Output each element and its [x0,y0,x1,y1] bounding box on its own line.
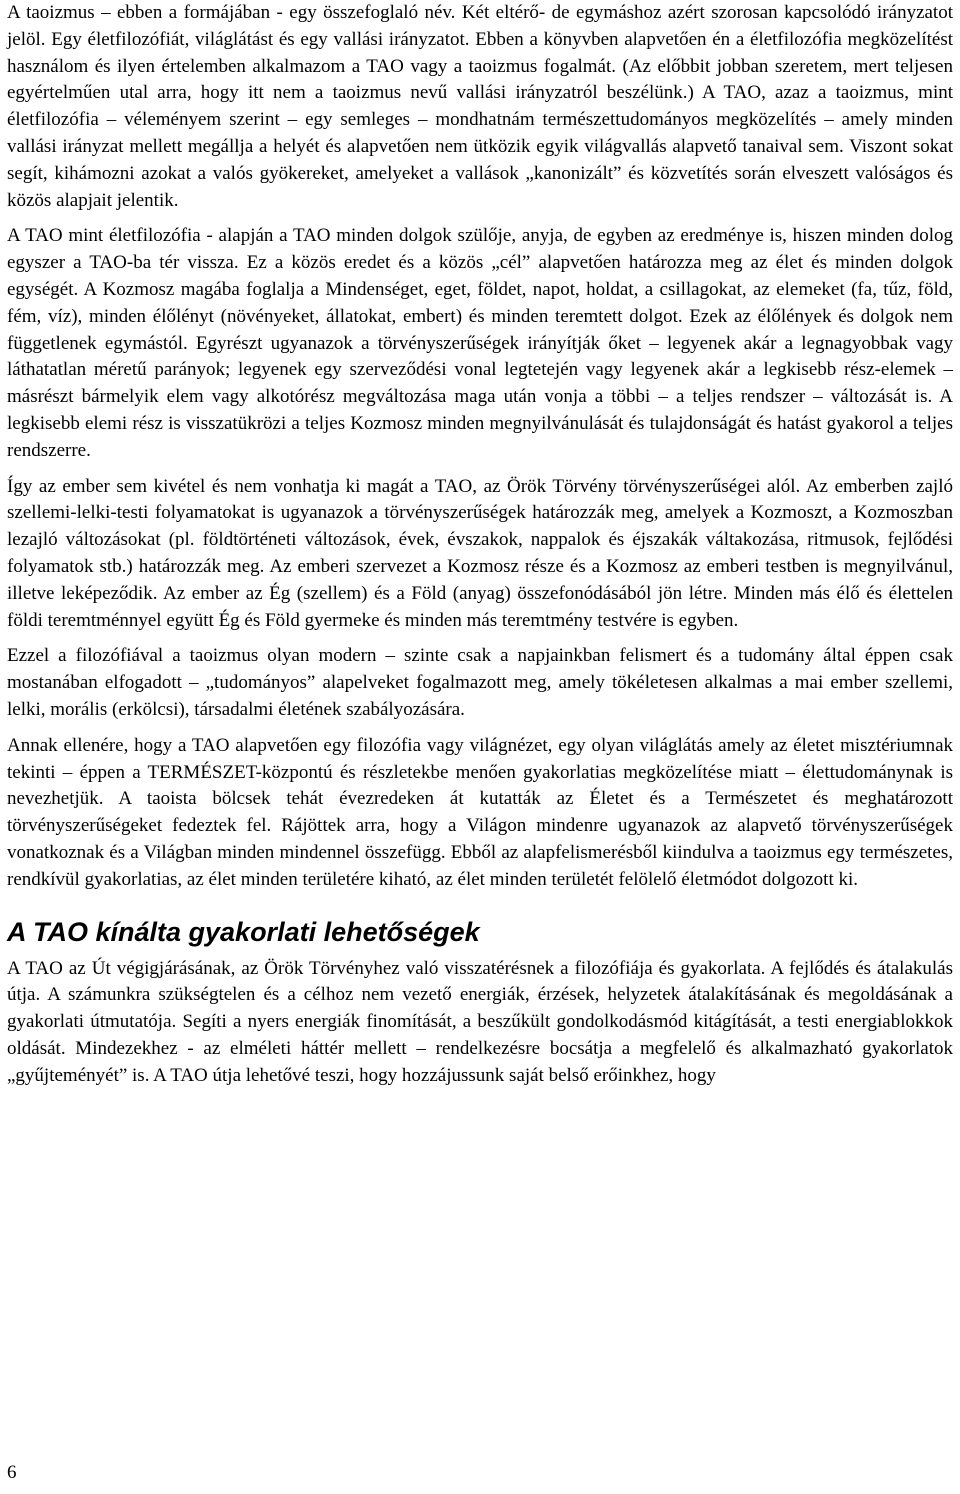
paragraph-tao-philosophy: A TAO mint életfilozófia - alapján a TAO minden dolgok szülője, anyja, de egyben az eredménye is, hiszen minden dolog egyszer a TAO-ba tér vissza. Ez a közös eredet és a közös „cél” alapvetően határozza meg az élet és minden dolgok egységét. A Kozmosz magába foglalja a Mindenséget, eget, földet, napot, holdat, a csillagokat, az elemeket (fa, tűz, föld, fém, víz), minden élőlényt (növényeket, állatokat, embert) és minden teremtett dolgot. Ezek az élőlények és dolgok nem függetlenek egymástól. Egyrészt ugyanazok a törvényszerűségek irányítják őket – legyenek akár a legnagyobbak vagy láthatatlan méretű parányok; legyenek egy szerveződési vonal legtetején vagy legyenek akár a legkisebb rész-elemek – másrészt bármelyik elem vagy alkotórész megváltozása maga után vonja a többi – a teljes rendszer – változását is. A legkisebb elemi rész is visszatükrözi a teljes Kozmosz minden megnyilvánulását és tulajdonságát és hatást gyakorol a teljes rendszerre. [7,225,953,461]
page-number: 6 [7,1462,17,1483]
section-heading: A TAO kínálta gyakorlati lehetőségek [7,916,480,947]
paragraph-modern-principles: Ezzel a filozófiával a taoizmus olyan modern – szinte csak a napjainkban felismert és a tudomány által éppen csak mostanában elfogadott – „tudományos” alapelveket fogalmazott meg, amely tökéletesen alkalmas a mai ember szellemi, lelki, morális (erkölcsi), társadalmi életének szabályozására. [7,645,953,720]
paragraph-practical: A TAO az Út végigjárásának, az Örök Törvényhez való visszatérésnek a filozófiája és gyakorlata. A fejlődés és átalakulás útja. A számunkra szükségtelen és a célhoz nem vezető energiák, érzések, helyzetek átalakításának és megoldásának a gyakorlati útmutatója. Segíti a nyers energiák finomítását, a beszűkült gondolkodásmód kitágítását, a testi energiablokkok oldását. Mindezekhez - az elméleti háttér mellett – rendelkezésre bocsátja a megfelelő és alkalmazható gyakorlatok „gyűjteményét” is. A TAO útja lehetővé teszi, hogy hozzájussunk saját belső erőinkhez, hogy [7,957,953,1086]
paragraph-intro: A taoizmus – ebben a formájában - egy összefoglaló név. Két eltérő- de egymáshoz azért szorosan kapcsolódó irányzatot jelöl. Egy életfilozófiát, világlátást és egy vallási irányzatot. Ebben a könyvben alapvetően én a életfilozófia megközelítést használom és ilyen értelemben alkalmazom a TAO vagy a taoizmus fogalmát. (Az előbbit jobban szeretem, mert teljesen egyértelműen utal arra, hogy itt nem a taoizmus nevű vallási irányzatról beszélünk.) A TAO, azaz a taoizmus, mint életfilozófia – véleményem szerint – egy semleges – mondhatnám természettudományos megközelítés – amely minden vallási irányzat mellett megállja a helyét és alapvetően nem ütközik egyik világvallás alapvető tanaival sem. Viszont sokat segít, kihámozni azokat a valós gyökereket, amelyeket a vallások „kanonizált” és közvetítés során elveszett valóságos és közös alapjait jelentik. [7,2,953,211]
paragraph-life-science: Annak ellenére, hogy a TAO alapvetően egy filozófia vagy világnézet, egy olyan világlátás amely az életet misztériumnak tekinti – éppen a TERMÉSZET-központú és részletekbe menően gyakorlatias megközelítése miatt – élettudománynak is nevezhetjük. A taoista bölcsek tehát évezredeken át kutatták az Életet és a Természetet és meghatározott törvényszerűségeket fedeztek fel. Rájöttek arra, hogy a Világon mindenre ugyanazok az alapvető törvényszerűségek vonatkoznak és a Világban minden mindennel összefügg. Ebből az alapfelismerésből kiindulva a taoizmus egy természetes, rendkívül gyakorlatias, az élet minden területére kiható, az élet minden területét felölelő életmódot dolgozott ki. [7,734,953,890]
paragraph-human: Így az ember sem kivétel és nem vonhatja ki magát a TAO, az Örök Törvény törvényszerűségei alól. Az emberben zajló szellemi-lelki-testi folyamatokat is ugyanazok a törvényszerűségek határozzák meg, amelyek a Kozmoszt, a Kozmoszban lezajló változásokat (pl. földtörténeti változások, évek, évszakok, nappalok és éjszakák váltakozása, ritmusok, fejlődési folyamatok stb.) határozzák meg. Az emberi szervezet a Kozmosz része és a Kozmosz az emberi testben is megnyilvánul, illetve leképeződik. Az ember az Ég (szellem) és a Föld (anyag) összefonódásából jön létre. Minden más élő és élettelen földi teremtménnyel együtt Ég és Föld gyermeke és minden más teremtmény testvére is egyben. [7,475,953,631]
document-page [7,0,953,1089]
